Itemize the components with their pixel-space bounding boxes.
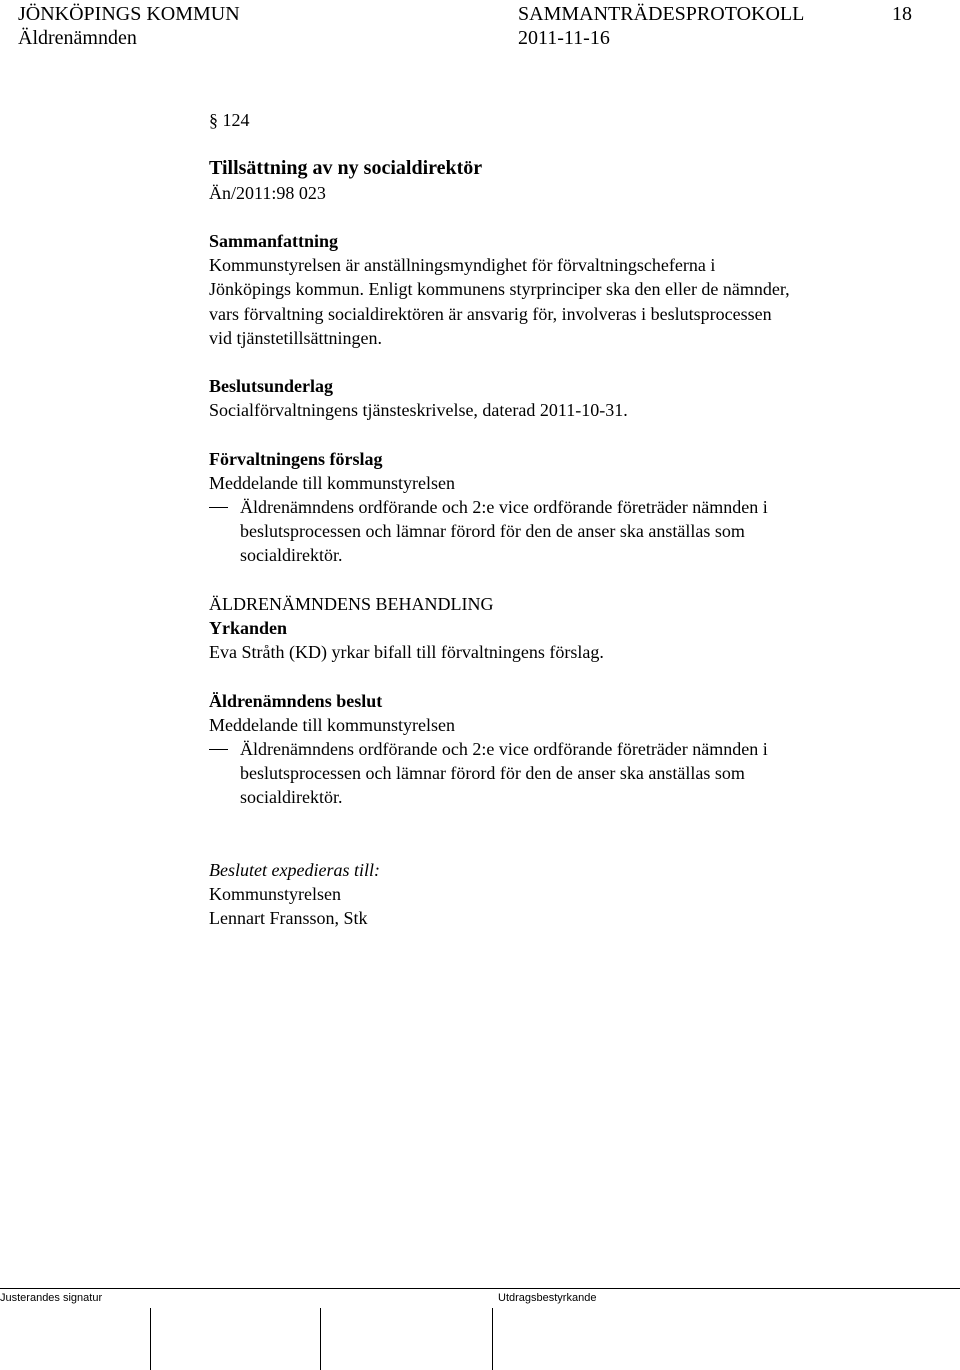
forslag-bullet xyxy=(209,495,909,568)
bullet-line: beslutsprocessen och lämnar förord för den de anser ska anställas som xyxy=(240,521,745,542)
yrkanden-heading: Yrkanden xyxy=(209,617,288,638)
header-committee: Äldrenämnden xyxy=(18,27,137,49)
bullet-line: socialdirektör. xyxy=(240,787,343,808)
sammanfattning-line: vars förvaltning socialdirektören är ansvarig för, involveras i beslutsprocessen xyxy=(209,303,772,324)
case-reference: Än/2011:98 023 xyxy=(209,182,326,203)
forslag-heading: Förvaltningens förslag xyxy=(209,448,383,469)
dash-bullet-icon xyxy=(209,507,228,508)
behandling-heading: ÄLDRENÄMNDENS BEHANDLING xyxy=(209,593,494,614)
recipient: Lennart Fransson, Stk xyxy=(209,908,368,929)
beslutsunderlag-text: Socialförvaltningens tjänsteskrivelse, daterad 2011-10-31. xyxy=(209,400,628,421)
bullet-line: Äldrenämndens ordförande och 2:e vice ordförande företräder nämnden i xyxy=(240,738,768,759)
sammanfattning-line: Jönköpings kommun. Enligt kommunens styrprinciper ska den eller de nämnder, xyxy=(209,279,790,300)
section-number: 124 xyxy=(222,110,250,130)
page-title: Tillsättning av ny socialdirektör xyxy=(209,157,483,180)
document-body xyxy=(209,108,909,930)
expediering-heading: Beslutet expedieras till: xyxy=(209,859,380,880)
bullet-line: beslutsprocessen och lämnar förord för den de anser ska anställas som xyxy=(240,763,745,784)
sammanfattning-line: Kommunstyrelsen är anställningsmyndighet för förvaltningscheferna i xyxy=(209,255,716,276)
paragraph-number xyxy=(209,108,909,132)
bullet-line: Äldrenämndens ordförande och 2:e vice ordförande företräder nämnden i xyxy=(240,497,768,517)
page-number: 18 xyxy=(892,3,912,25)
bullet-line: socialdirektör. xyxy=(240,545,343,566)
signature-label: Justerandes signatur xyxy=(0,1292,103,1304)
beslutsunderlag-heading: Beslutsunderlag xyxy=(209,376,334,397)
header-date: 2011-11-16 xyxy=(518,27,610,49)
sammanfattning-line: vid tjänstetillsättningen. xyxy=(209,327,382,348)
signature-box-divider xyxy=(320,1308,321,1370)
header-org: JÖNKÖPINGS KOMMUN xyxy=(18,3,240,25)
dash-bullet-icon xyxy=(209,749,228,750)
beslut-bullet xyxy=(209,737,909,810)
signature-box-divider xyxy=(150,1308,151,1370)
yrkanden-text: Eva Stråth (KD) yrkar bifall till förvaltningens förslag. xyxy=(209,642,604,663)
header-doc-type: SAMMANTRÄDESPROTOKOLL xyxy=(518,3,805,25)
recipient: Kommunstyrelsen xyxy=(209,884,341,904)
beslut-heading: Äldrenämndens beslut xyxy=(209,690,383,711)
beslut-intro: Meddelande till kommunstyrelsen xyxy=(209,714,455,735)
footer-divider xyxy=(0,1288,960,1289)
certification-label: Utdragsbestyrkande xyxy=(498,1292,597,1304)
signature-box-divider xyxy=(492,1308,493,1370)
sammanfattning-heading: Sammanfattning xyxy=(209,230,339,251)
forslag-intro: Meddelande till kommunstyrelsen xyxy=(209,472,455,493)
section-mark: § xyxy=(209,110,218,130)
